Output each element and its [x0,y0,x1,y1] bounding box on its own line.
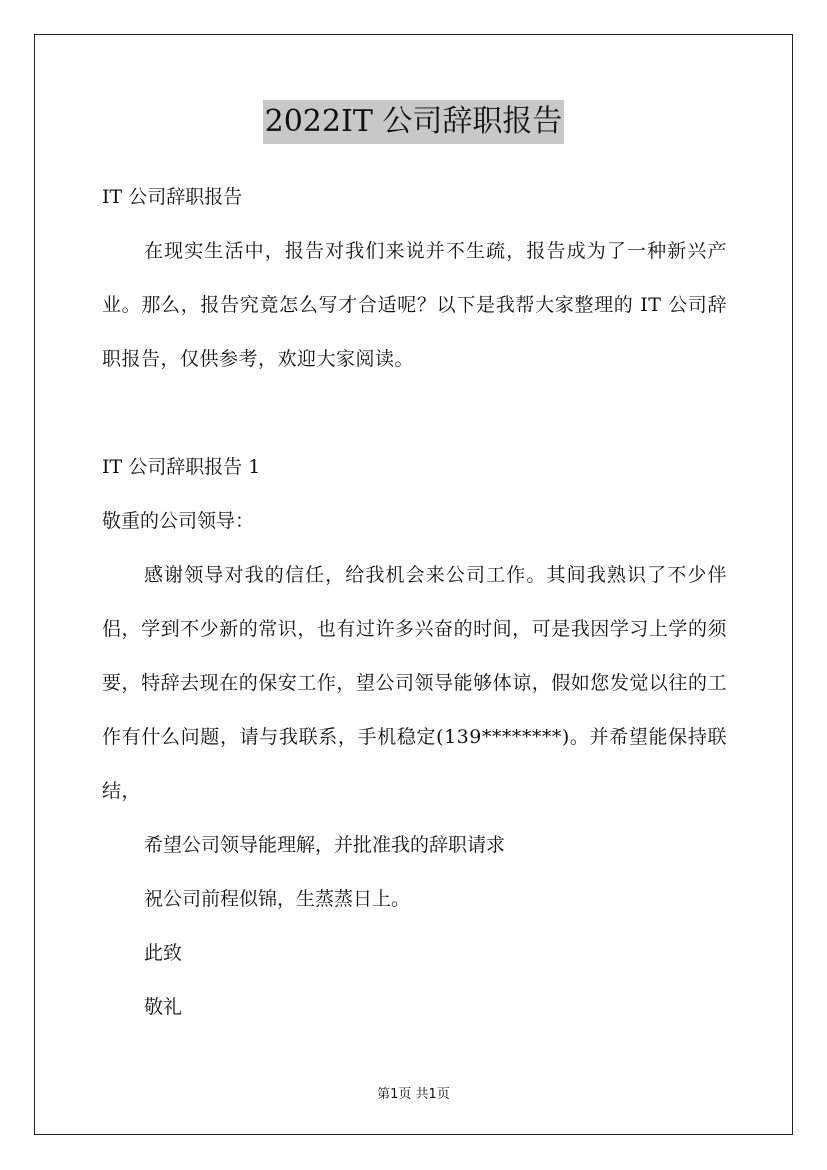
document-body [102,170,727,1034]
regards-line: 敬礼 [144,996,183,1018]
title-container [0,100,827,144]
request-line: 希望公司领导能理解，并批准我的辞职请求 [144,834,506,856]
section-heading: IT 公司辞职报告 1 [102,456,261,478]
page-footer [0,1083,827,1102]
document-title: 2022IT 公司辞职报告 [263,100,565,144]
page-number: 第1页 共1页 [377,1087,450,1102]
wish-line: 祝公司前程似锦，生蒸蒸日上。 [144,888,411,910]
document-subtitle: IT 公司辞职报告 [102,186,243,208]
closing-line: 此致 [144,942,183,964]
body-paragraph: 感谢领导对我的信任，给我机会来公司工作。其间我熟识了不少伴侣，学到不少新的常识，也有过许多兴奋的时间，可是我因学习上学的须要，特辞去现在的保安工作，望公司领导能够体谅，假如您发觉以往的工作有什么问题，请与我联系，手机稳定(139********)。并希望能保持联结， [102,564,727,802]
salutation: 敬重的公司领导： [102,510,255,532]
intro-paragraph: 在现实生活中，报告对我们来说并不生疏，报告成为了一种新兴产业。那么，报告究竟怎么写才合适呢？以下是我帮大家整理的 IT 公司辞职报告，仅供参考，欢迎大家阅读。 [102,240,727,370]
spacer [102,386,727,440]
